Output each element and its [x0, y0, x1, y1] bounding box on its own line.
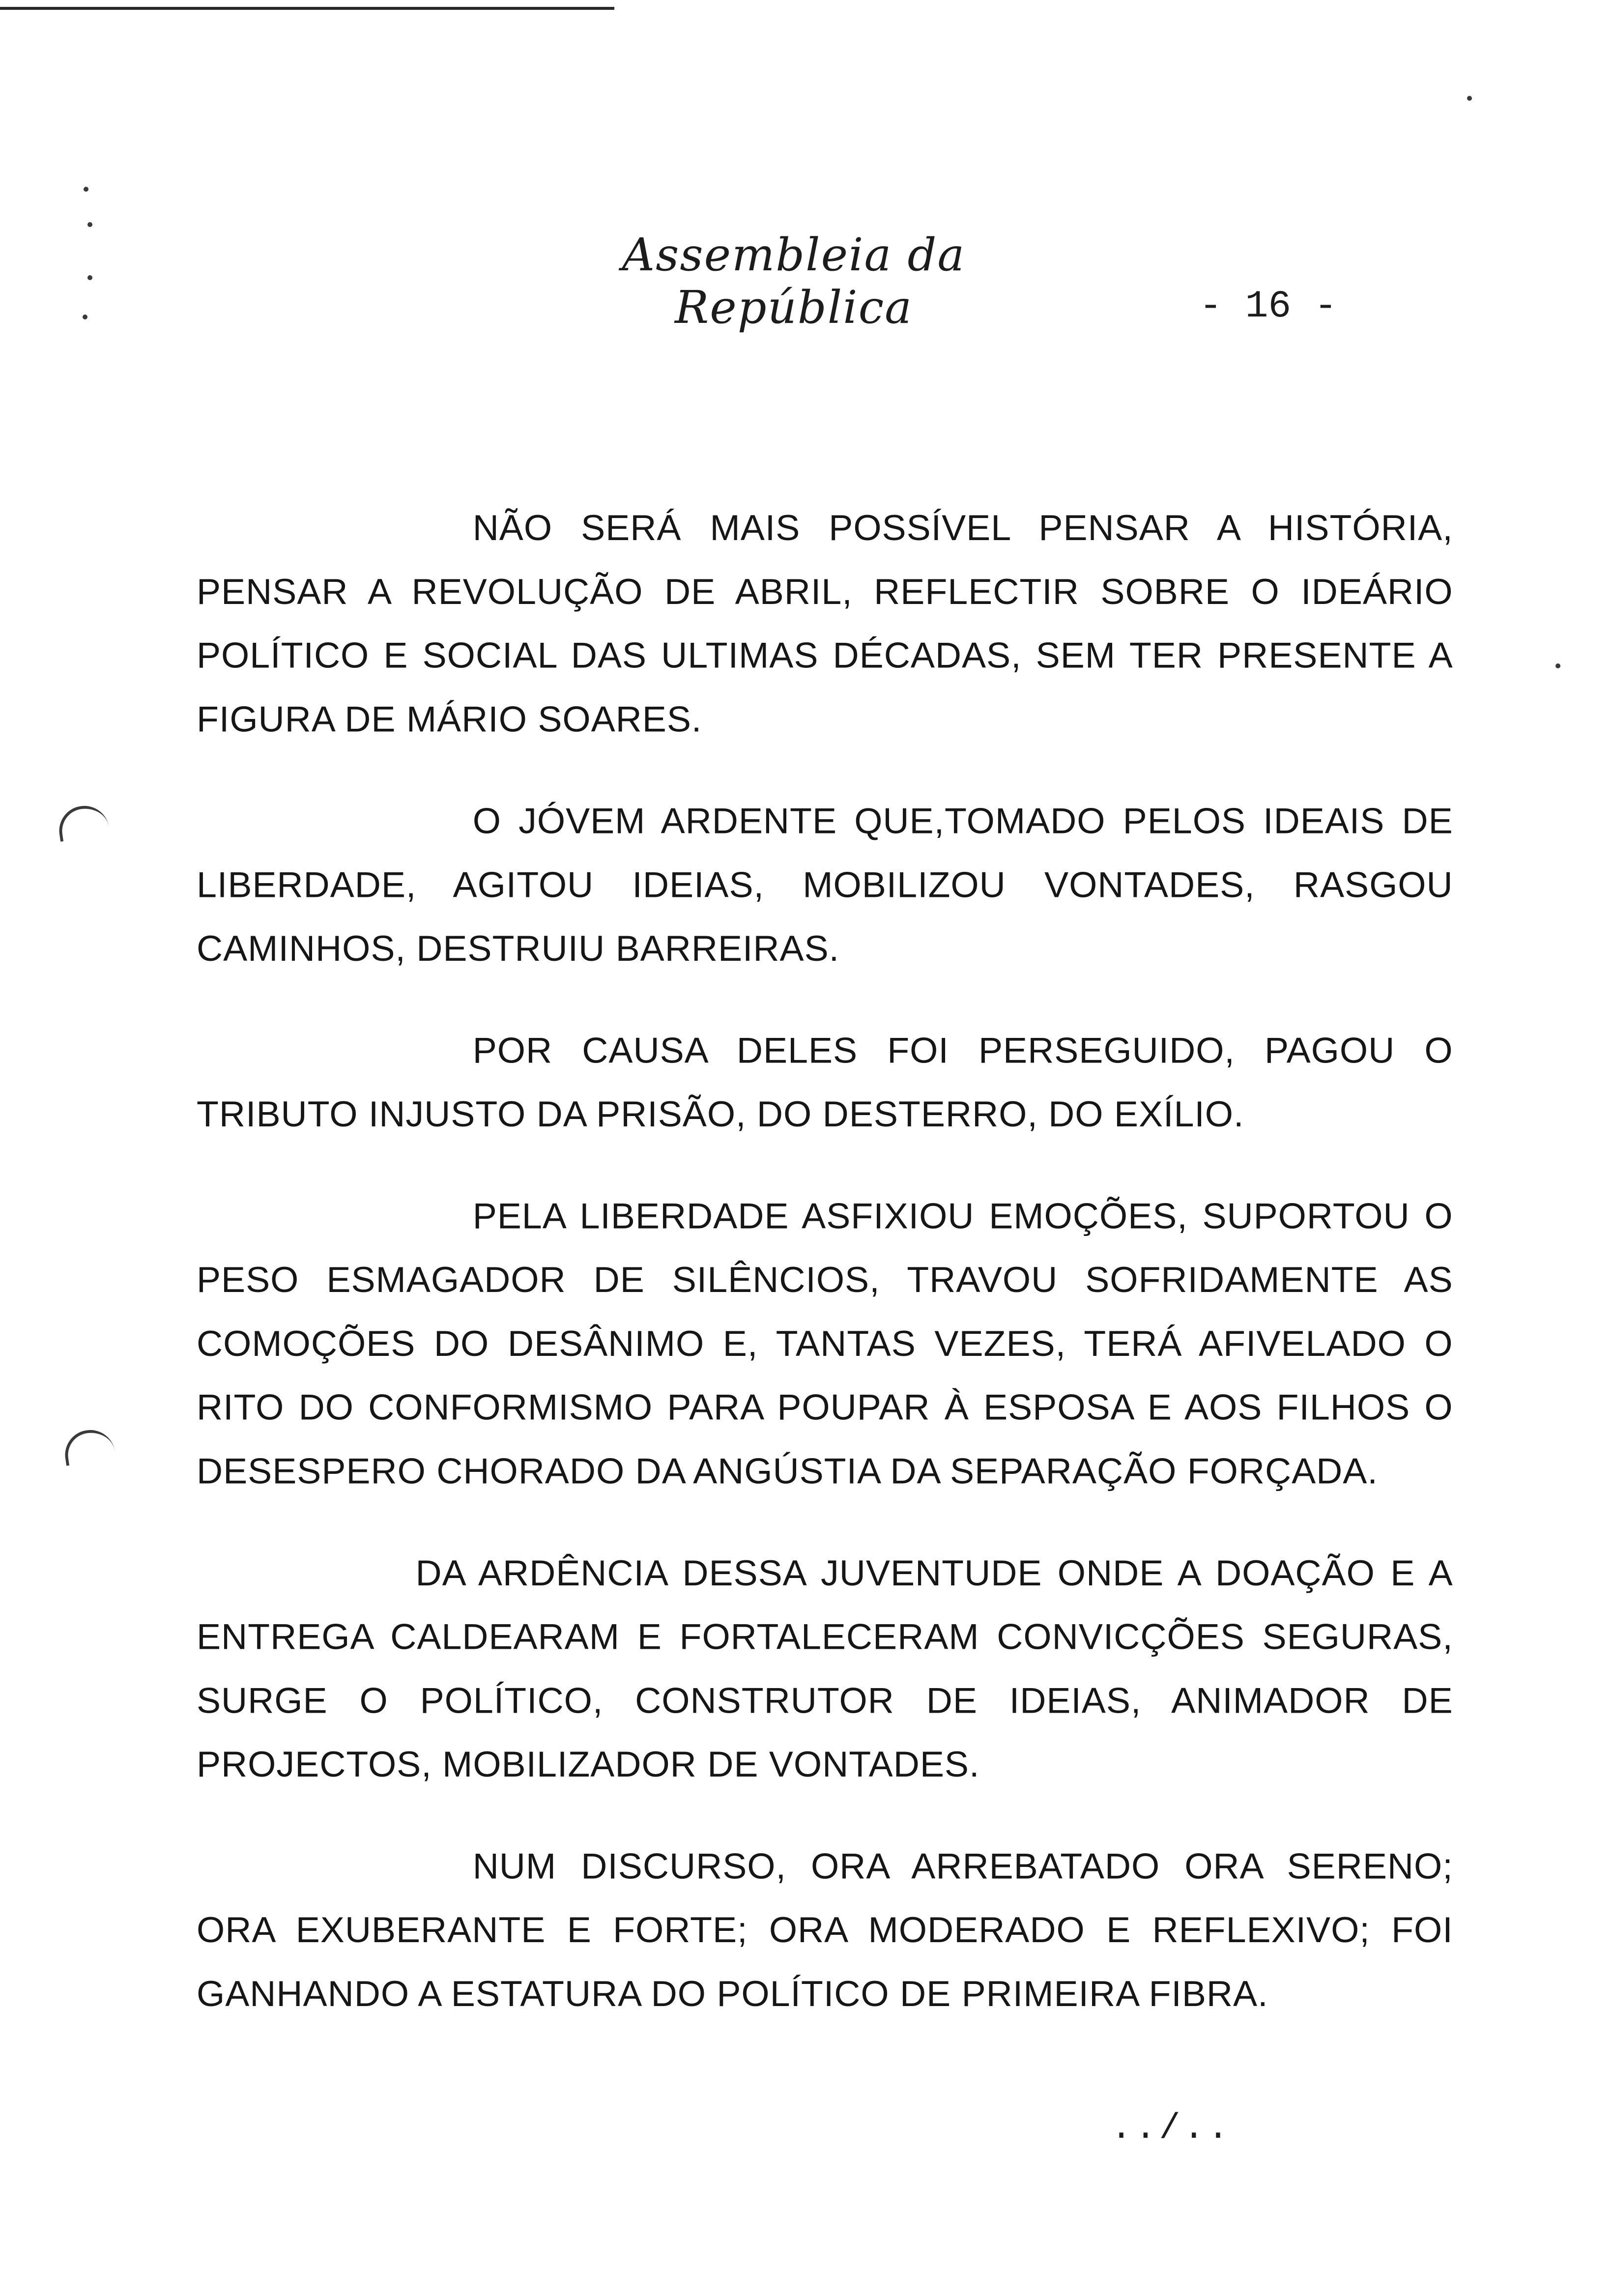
scan-speck [83, 315, 87, 319]
scan-speck [1467, 96, 1472, 101]
paragraph: POR CAUSA DELES FOI PERSEGUIDO, PAGOU O TRIBUTO INJUSTO DA PRISÃO, DO DESTERRO, DO EXÍLIO. [197, 1030, 1453, 1135]
scan-speck [84, 187, 88, 192]
page-number: - 16 - [1199, 285, 1337, 328]
letterhead-title: Assembleia da República [622, 229, 966, 334]
paragraph: O JÓVEM ARDENTE QUE,TOMADO PELOS IDEAIS DE LIBERDADE, AGITOU IDEIAS, MOBILIZOU VONTADES, RASGOU CAMINHOS, DESTRUIU BARREIRAS. [197, 801, 1453, 969]
scan-speck [87, 275, 92, 280]
continuation-mark: ../.. [1111, 2108, 1232, 2149]
top-rule [0, 7, 614, 10]
punch-hole-mark [62, 1427, 116, 1466]
paragraph: NÃO SERÁ MAIS POSSÍVEL PENSAR A HISTÓRIA, PENSAR A REVOLUÇÃO DE ABRIL, REFLECTIR SOBRE O IDEÁRIO POLÍTICO E SOCIAL DAS ULTIMAS DÉCADAS, SEM TER PRESENTE A FIGURA DE MÁRIO SOARES. [197, 508, 1453, 740]
scan-speck [87, 222, 92, 227]
punch-hole-mark [56, 803, 110, 842]
document-body [197, 496, 1453, 2064]
paragraph: DA ARDÊNCIA DESSA JUVENTUDE ONDE A DOAÇÃO E A ENTREGA CALDEARAM E FORTALECERAM CONVICÇÕES SEGURAS, SURGE O POLÍTICO, CONSTRUTOR DE IDEIAS, ANIMADOR DE PROJECTOS, MOBILIZADOR DE VONTADES. [197, 1552, 1453, 1785]
paragraph: PELA LIBERDADE ASFIXIOU EMOÇÕES, SUPORTOU O PESO ESMAGADOR DE SILÊNCIOS, TRAVOU SOFRIDAMENTE AS COMOÇÕES DO DESÂNIMO E, TANTAS VEZES, TERÁ AFIVELADO O RITO DO CONFORMISMO PARA POUPAR À ESPOSA E AOS FILHOS O DESESPERO CHORADO DA ANGÚSTIA DA SEPARAÇÃO FORÇADA. [197, 1196, 1453, 1492]
paragraph: NUM DISCURSO, ORA ARREBATADO ORA SERENO; ORA EXUBERANTE E FORTE; ORA MODERADO E REFLEXIVO; FOI GANHANDO A ESTATURA DO POLÍTICO DE PRIMEIRA FIBRA. [197, 1846, 1453, 2014]
scan-speck [1555, 663, 1560, 668]
